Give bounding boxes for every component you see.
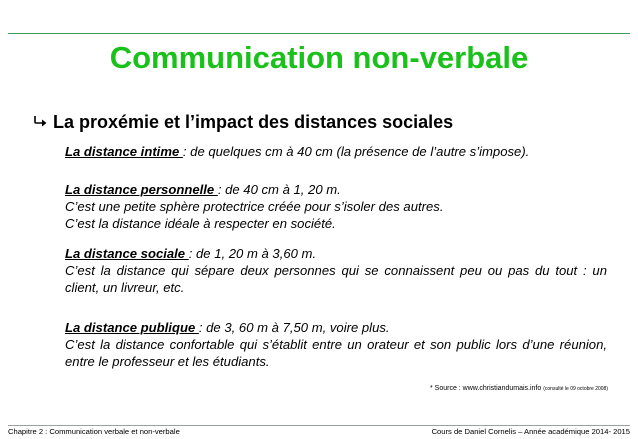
term-label: La distance personnelle <box>65 182 218 197</box>
source-note: (consulté le 09 octobre 2008) <box>543 386 608 392</box>
top-divider <box>8 33 630 34</box>
slide-title: Communication non-verbale <box>109 40 529 75</box>
footer-chapter: Chapitre 2 : Communication verbale et non-verbale <box>8 427 180 436</box>
section-line <box>65 319 607 336</box>
term-label: La distance sociale <box>65 246 189 261</box>
slide-subtitle <box>33 110 453 134</box>
arrow-right-hook-icon <box>33 110 53 134</box>
source-citation <box>430 384 608 394</box>
term-label: La distance intime <box>65 144 183 159</box>
section-text: : de 3, 60 m à 7,50 m, voire plus. <box>198 320 390 335</box>
section-text: : de quelques cm à 40 cm (la présence de l’autre s’impose). <box>182 144 530 159</box>
section-line <box>65 245 607 262</box>
section-line: C’est la distance idéale à respecter en société. <box>65 216 336 231</box>
section-paragraph: C’est la distance confortable qui s’établit entre un orateur et son public lors d’une réunion, entre le professeur et les étudiants. <box>65 337 607 369</box>
section-sociale <box>65 245 607 296</box>
term-label: La distance publique <box>65 320 199 335</box>
section-line <box>65 181 607 198</box>
footer-course: Cours de Daniel Cornelis – Année académique 2014- 2015 <box>431 427 630 436</box>
section-publique <box>65 319 607 370</box>
section-line <box>65 143 607 160</box>
section-line: C’est une petite sphère protectrice créée pour s’isoler des autres. <box>65 199 444 214</box>
source-text: * Source : www.christiandumais.info <box>430 385 542 392</box>
bottom-divider <box>8 425 630 426</box>
section-text: : de 40 cm à 1, 20 m. <box>217 182 341 197</box>
subtitle-text: La proxémie et l’impact des distances sociales <box>53 112 454 132</box>
section-paragraph: C’est la distance qui sépare deux personnes qui se connaissent peu ou pas du tout : un client, un livreur, etc. <box>65 263 607 295</box>
section-intime <box>65 143 607 160</box>
section-personnelle <box>65 181 607 232</box>
section-text: : de 1, 20 m à 3,60 m. <box>188 246 317 261</box>
